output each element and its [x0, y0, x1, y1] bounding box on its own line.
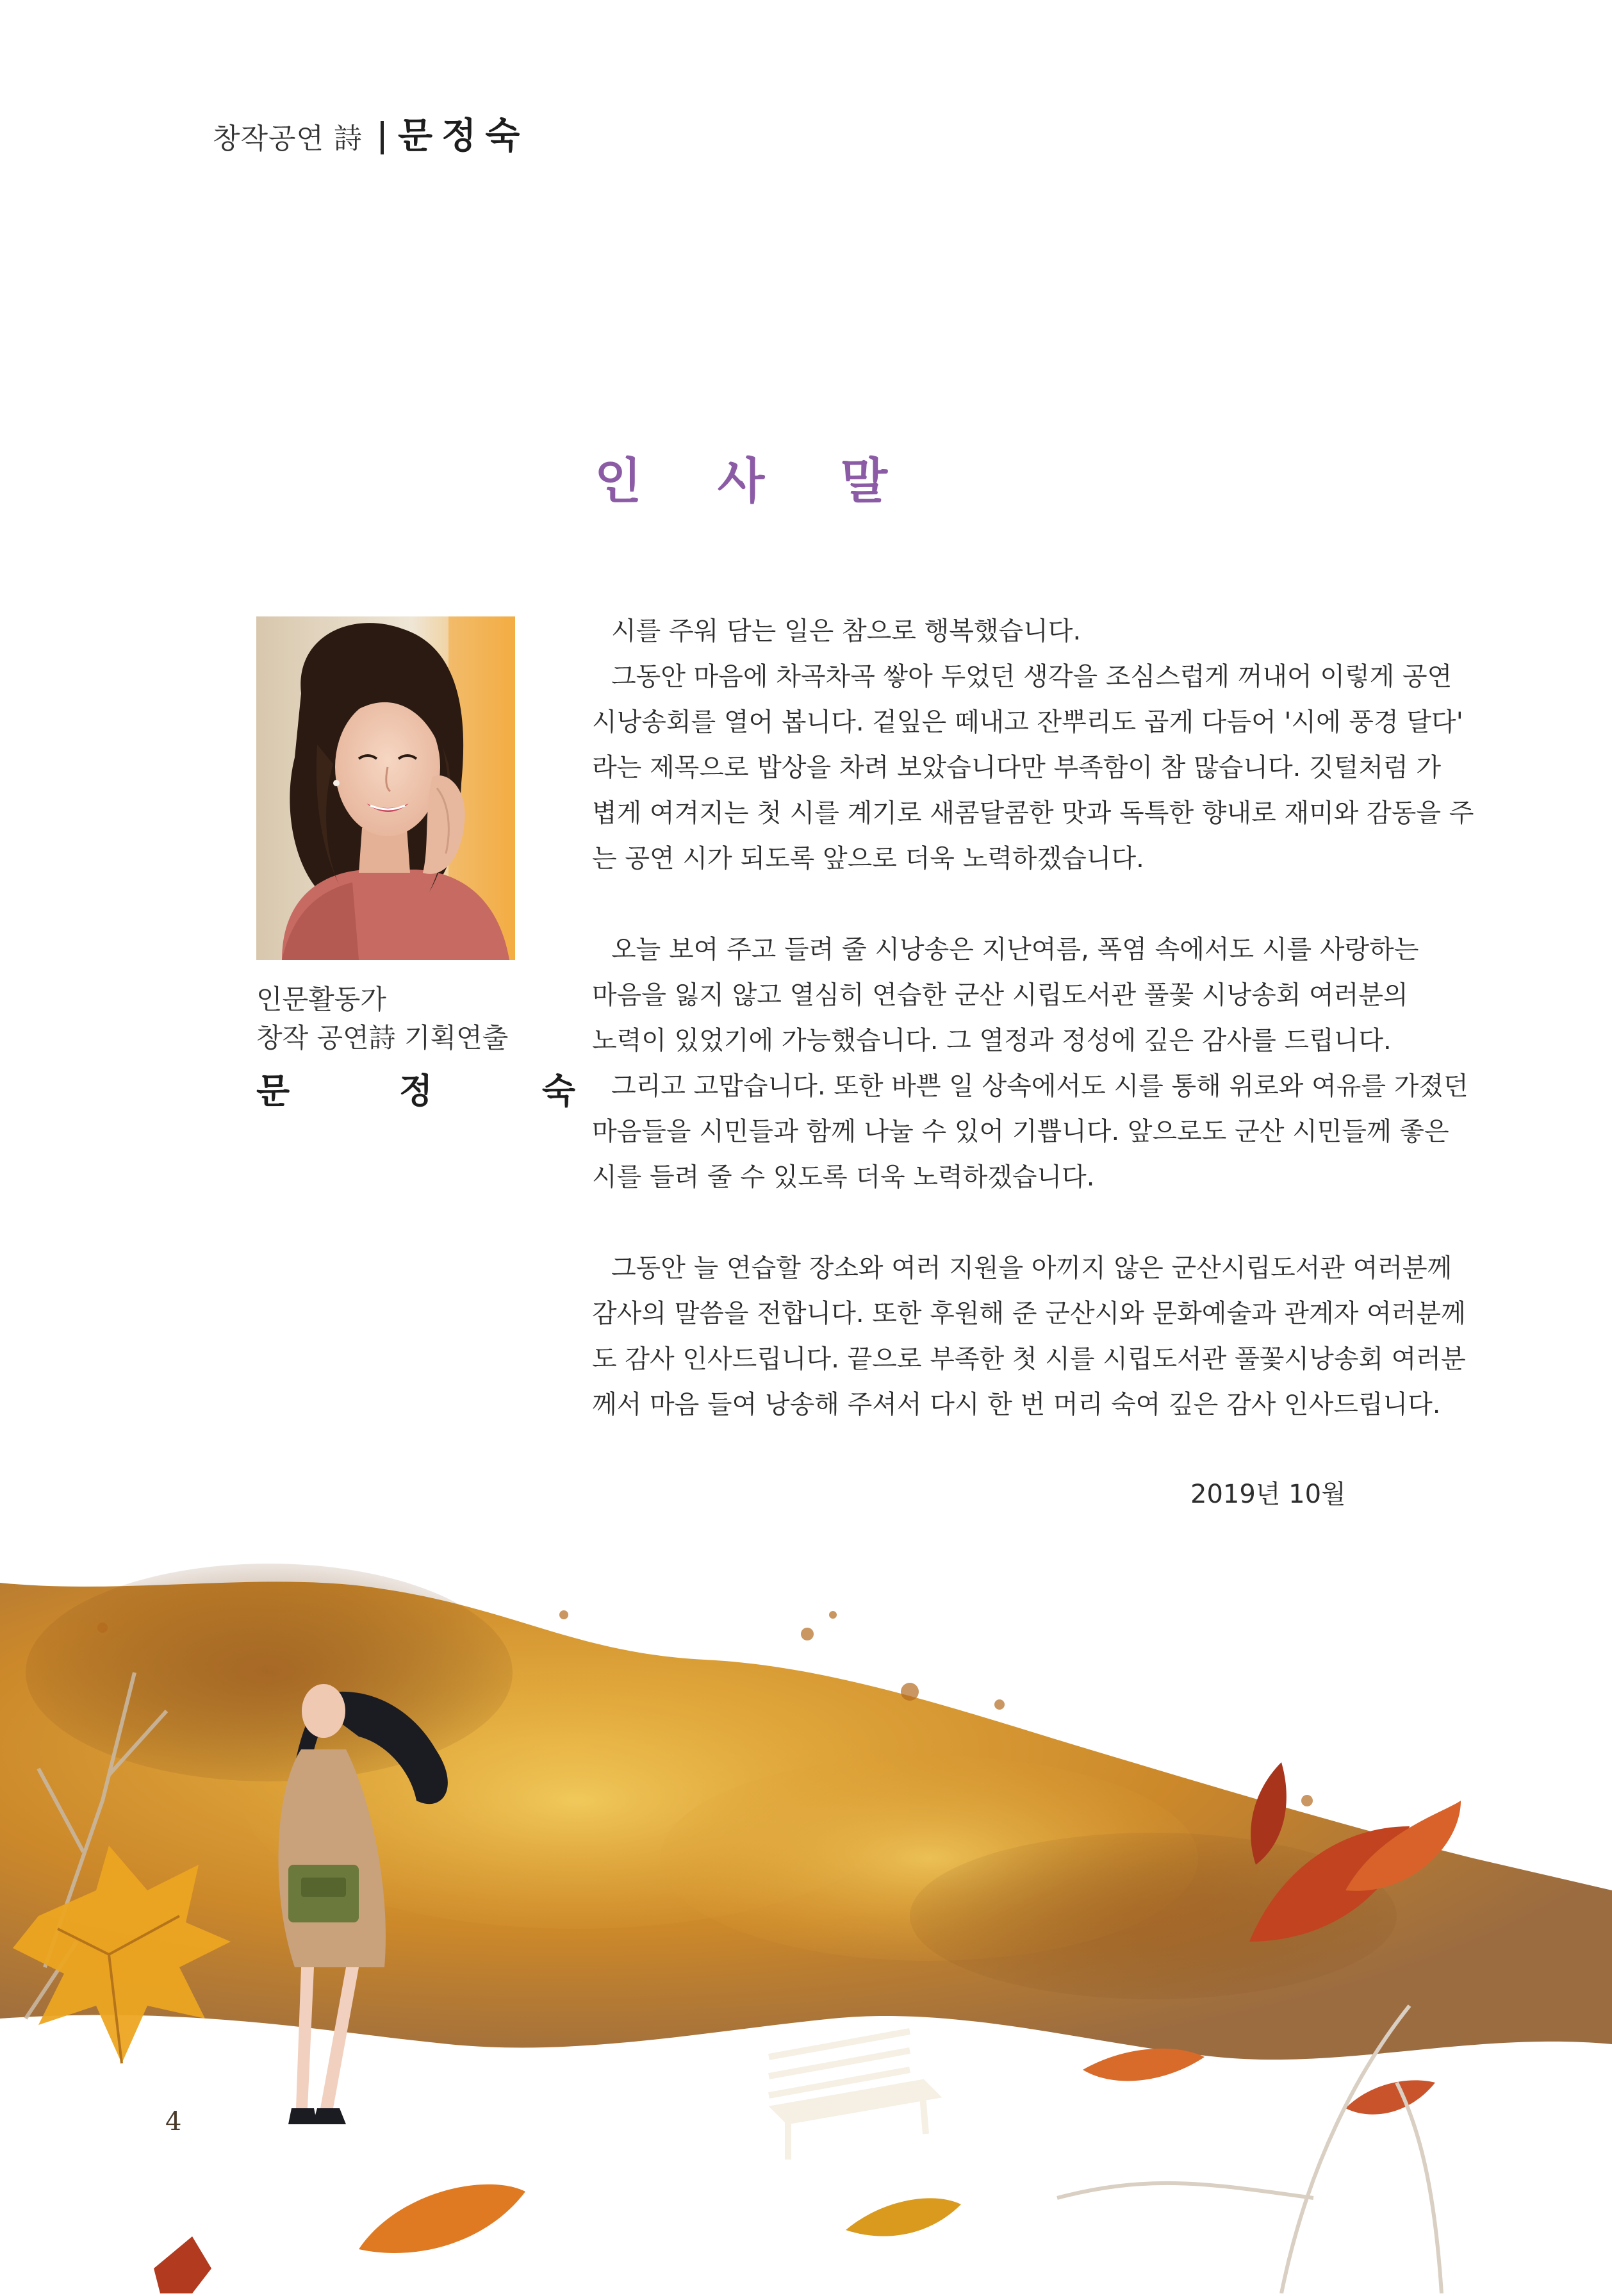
author-role-line1: 인문활동가 [256, 984, 386, 1015]
author-caption [256, 980, 624, 1113]
body-line: 도 감사 인사드립니다. 끝으로 부족한 첫 시를 시립도서관 풀꽃시낭송회 여러분 [592, 1344, 1466, 1374]
body-line: 시를 들려 줄 수 있도록 더욱 노력하겠습니다. [592, 1162, 1095, 1192]
author-role-line2: 창작 공연詩 기획연출 [256, 1022, 509, 1053]
page-title: 인 사 말 [595, 452, 917, 509]
greeting-body [592, 609, 1474, 1428]
body-line: 시낭송회를 열어 봅니다. 겉잎은 떼내고 잔뿌리도 곱게 다듬어 '시에 풍경 달다' [592, 707, 1463, 737]
park-bench-icon [769, 2031, 935, 2160]
body-line: 그동안 마음에 차곡차곡 쌓아 두었던 생각을 조심스럽게 꺼내어 이렇게 공연 [611, 662, 1452, 691]
header-divider [381, 121, 384, 154]
body-line: 라는 제목으로 밥상을 차려 보았습니다만 부족함이 참 많습니다. 깃털처럼 가 [592, 753, 1441, 782]
paragraph-gap [592, 1200, 1463, 1246]
series-label: 창작공연 詩 [213, 122, 363, 155]
author-name: 문 정 숙 [256, 1071, 625, 1111]
body-line: 는 공연 시가 되도록 앞으로 더욱 노력하겠습니다. [592, 844, 1144, 873]
running-header [213, 108, 529, 159]
body-line: 노력이 있었기에 가능했습니다. 그 열정과 정성에 깊은 감사를 드립니다. [592, 1026, 1392, 1055]
body-line: 감사의 말씀을 전합니다. 또한 후원해 준 군산시와 문화예술과 관계자 여러분께 [592, 1299, 1466, 1328]
body-line: 오늘 보여 주고 들려 줄 시낭송은 지난여름, 폭염 속에서도 시를 사랑하는 [611, 935, 1419, 964]
body-line: 그리고 고맙습니다. 또한 바쁜 일 상속에서도 시를 통해 위로와 여유를 가졌던 [611, 1071, 1468, 1101]
body-line: 마음들을 시민들과 함께 나눌 수 있어 기쁩니다. 앞으로도 군산 시민들께 좋은 [592, 1117, 1449, 1146]
autumn-watercolor-background [0, 1557, 1612, 2293]
date-line: 2019년 10월 [1190, 1480, 1346, 1509]
paragraph-gap [592, 882, 1463, 927]
body-line: 마음을 잃지 않고 열심히 연습한 군산 시립도서관 풀꽃 시낭송회 여러분의 [592, 980, 1408, 1010]
author-portrait [256, 616, 515, 960]
body-line: 께서 마음 들여 낭송해 주셔서 다시 한 번 머리 숙여 깊은 감사 인사드립니다. [592, 1390, 1441, 1419]
body-line: 볍게 여겨지는 첫 시를 계기로 새콤달콤한 맛과 독특한 향내로 재미와 감동을 주 [592, 798, 1474, 828]
header-author: 문정숙 [398, 115, 529, 157]
body-line: 그동안 늘 연습할 장소와 여러 지원을 아끼지 않은 군산시립도서관 여러분께 [611, 1253, 1452, 1283]
body-line: 시를 주워 담는 일은 참으로 행복했습니다. [611, 616, 1082, 646]
page-number: 4 [165, 2107, 182, 2136]
